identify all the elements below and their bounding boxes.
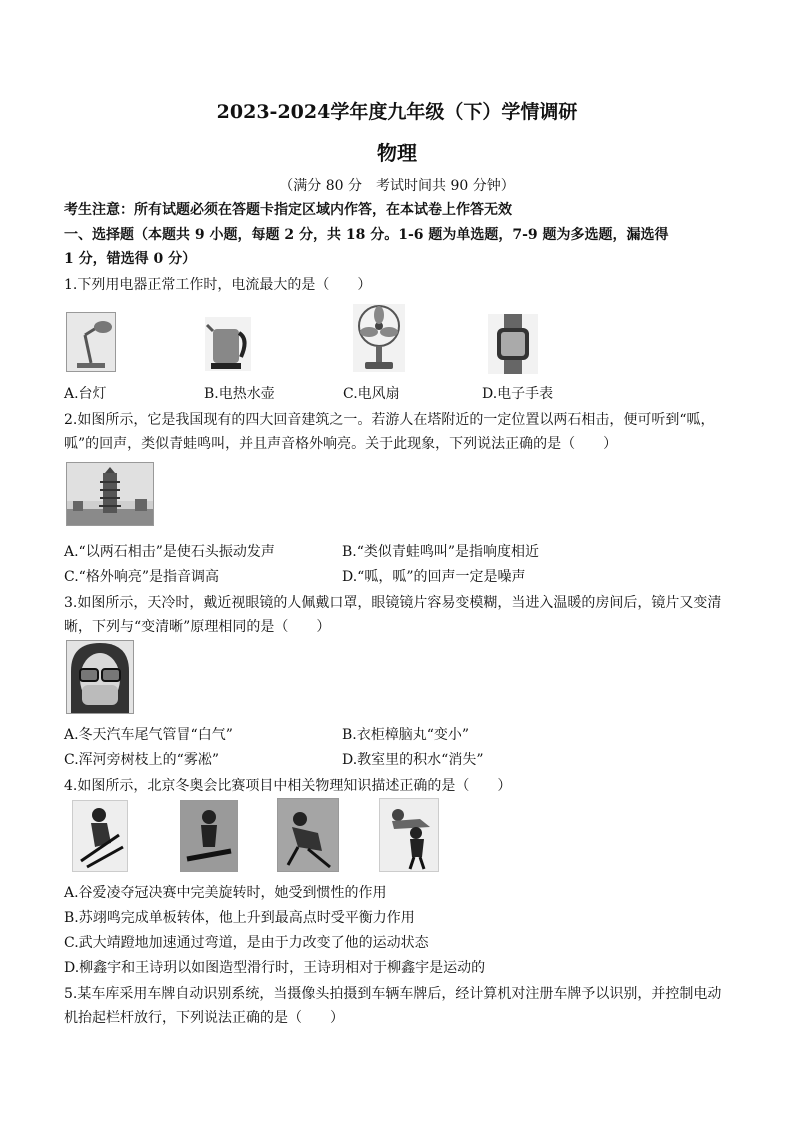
- q4-option-a: A.谷爱凌夺冠决赛中完美旋转时，她受到惯性的作用: [64, 885, 387, 901]
- smart-watch-icon: [488, 314, 538, 374]
- q2-option-c: C.“格外响亮”是指音调高: [64, 569, 219, 585]
- ice-dancers-icon: [380, 799, 438, 871]
- skier-icon: [73, 801, 127, 871]
- electric-fan-image: [352, 303, 406, 373]
- exam-title: 2023-2024学年度九年级（下）学情调研: [216, 101, 578, 123]
- pagoda-icon: [67, 463, 153, 525]
- exam-info: （满分 80 分 考试时间共 90 分钟）: [279, 178, 515, 194]
- q2-stem-line2: 呱”的回声，类似青蛙鸣叫，并且声音格外响亮。关于此现象，下列说法正确的是（ ）: [64, 436, 618, 452]
- subject-title: 物理: [377, 141, 417, 165]
- section-heading-2: 1 分，错选得 0 分）: [64, 251, 197, 267]
- desk-lamp-icon: [67, 313, 115, 371]
- q1-option-d: D.电子手表: [482, 386, 554, 402]
- q4-option-d: D.柳鑫宇和王诗玥以如图造型滑行时，王诗玥相对于柳鑫宇是运动的: [64, 960, 486, 976]
- electric-fan-icon: [353, 304, 405, 372]
- freestyle-ski-photo: [72, 800, 128, 872]
- notice: 考生注意：所有试题必须在答题卡指定区域内作答，在本试卷上作答无效: [64, 202, 512, 218]
- q4-stem: 4.如图所示，北京冬奥会比赛项目中相关物理知识描述正确的是（ ）: [64, 778, 512, 794]
- q2-option-a: A.“以两石相击”是使石头振动发声: [64, 544, 275, 560]
- pagoda-photo: [66, 462, 154, 526]
- snowboard-photo: [180, 800, 238, 872]
- q1-option-b: B.电热水壶: [204, 386, 275, 402]
- speed-skating-photo: [277, 798, 339, 872]
- ice-dance-photo: [379, 798, 439, 872]
- snowboarder-icon: [181, 801, 237, 871]
- q3-stem-line1: 3.如图所示，天冷时，戴近视眼镜的人佩戴口罩，眼镜镜片容易变模糊，当进入温暖的房间后，镜片又变清: [64, 595, 722, 611]
- q5-stem-line1: 5.某车库采用车牌自动识别系统，当摄像头拍摄到车辆车牌后，经计算机对注册车牌予以识别，并控制电动: [64, 986, 722, 1002]
- q3-option-a: A.冬天汽车尾气管冒“白气”: [64, 727, 233, 743]
- masked-person-photo: [66, 640, 134, 714]
- q3-stem-line2: 晰，下列与“变清晰”原理相同的是（ ）: [64, 619, 331, 635]
- desk-lamp-image: [66, 312, 116, 372]
- speed-skater-icon: [278, 799, 338, 871]
- q3-option-b: B.衣柜樟脑丸“变小”: [342, 727, 470, 743]
- q3-option-c: C.浑河旁树枝上的“雾凇”: [64, 752, 219, 768]
- q4-option-b: B.苏翊鸣完成单板转体，他上升到最高点时受平衡力作用: [64, 910, 415, 926]
- electric-kettle-icon: [205, 317, 251, 371]
- q1-stem: 1.下列用电器正常工作时，电流最大的是（ ）: [64, 277, 372, 293]
- q2-option-d: D.“呱，呱”的回声一定是噪声: [342, 569, 526, 585]
- electric-kettle-image: [204, 316, 252, 372]
- q2-stem-line1: 2.如图所示，它是我国现有的四大回音建筑之一。若游人在塔附近的一定位置以两石相击，便可听到“呱，: [64, 412, 715, 428]
- q5-stem-line2: 机抬起栏杆放行，下列说法正确的是（ ）: [64, 1010, 344, 1026]
- section-heading-1: 一、选择题（本题共 9 小题，每题 2 分，共 18 分。1-6 题为单选题，7-9 题为多选题，漏选得: [64, 227, 669, 243]
- q1-option-c: C.电风扇: [343, 386, 400, 402]
- masked-person-icon: [67, 641, 133, 713]
- q4-option-c: C.武大靖蹬地加速通过弯道，是由于力改变了他的运动状态: [64, 935, 429, 951]
- q1-option-a: A.台灯: [64, 386, 107, 402]
- q3-option-d: D.教室里的积水“消失”: [342, 752, 484, 768]
- q2-option-b: B.“类似青蛙鸣叫”是指响度相近: [342, 544, 540, 560]
- smart-watch-image: [487, 313, 539, 375]
